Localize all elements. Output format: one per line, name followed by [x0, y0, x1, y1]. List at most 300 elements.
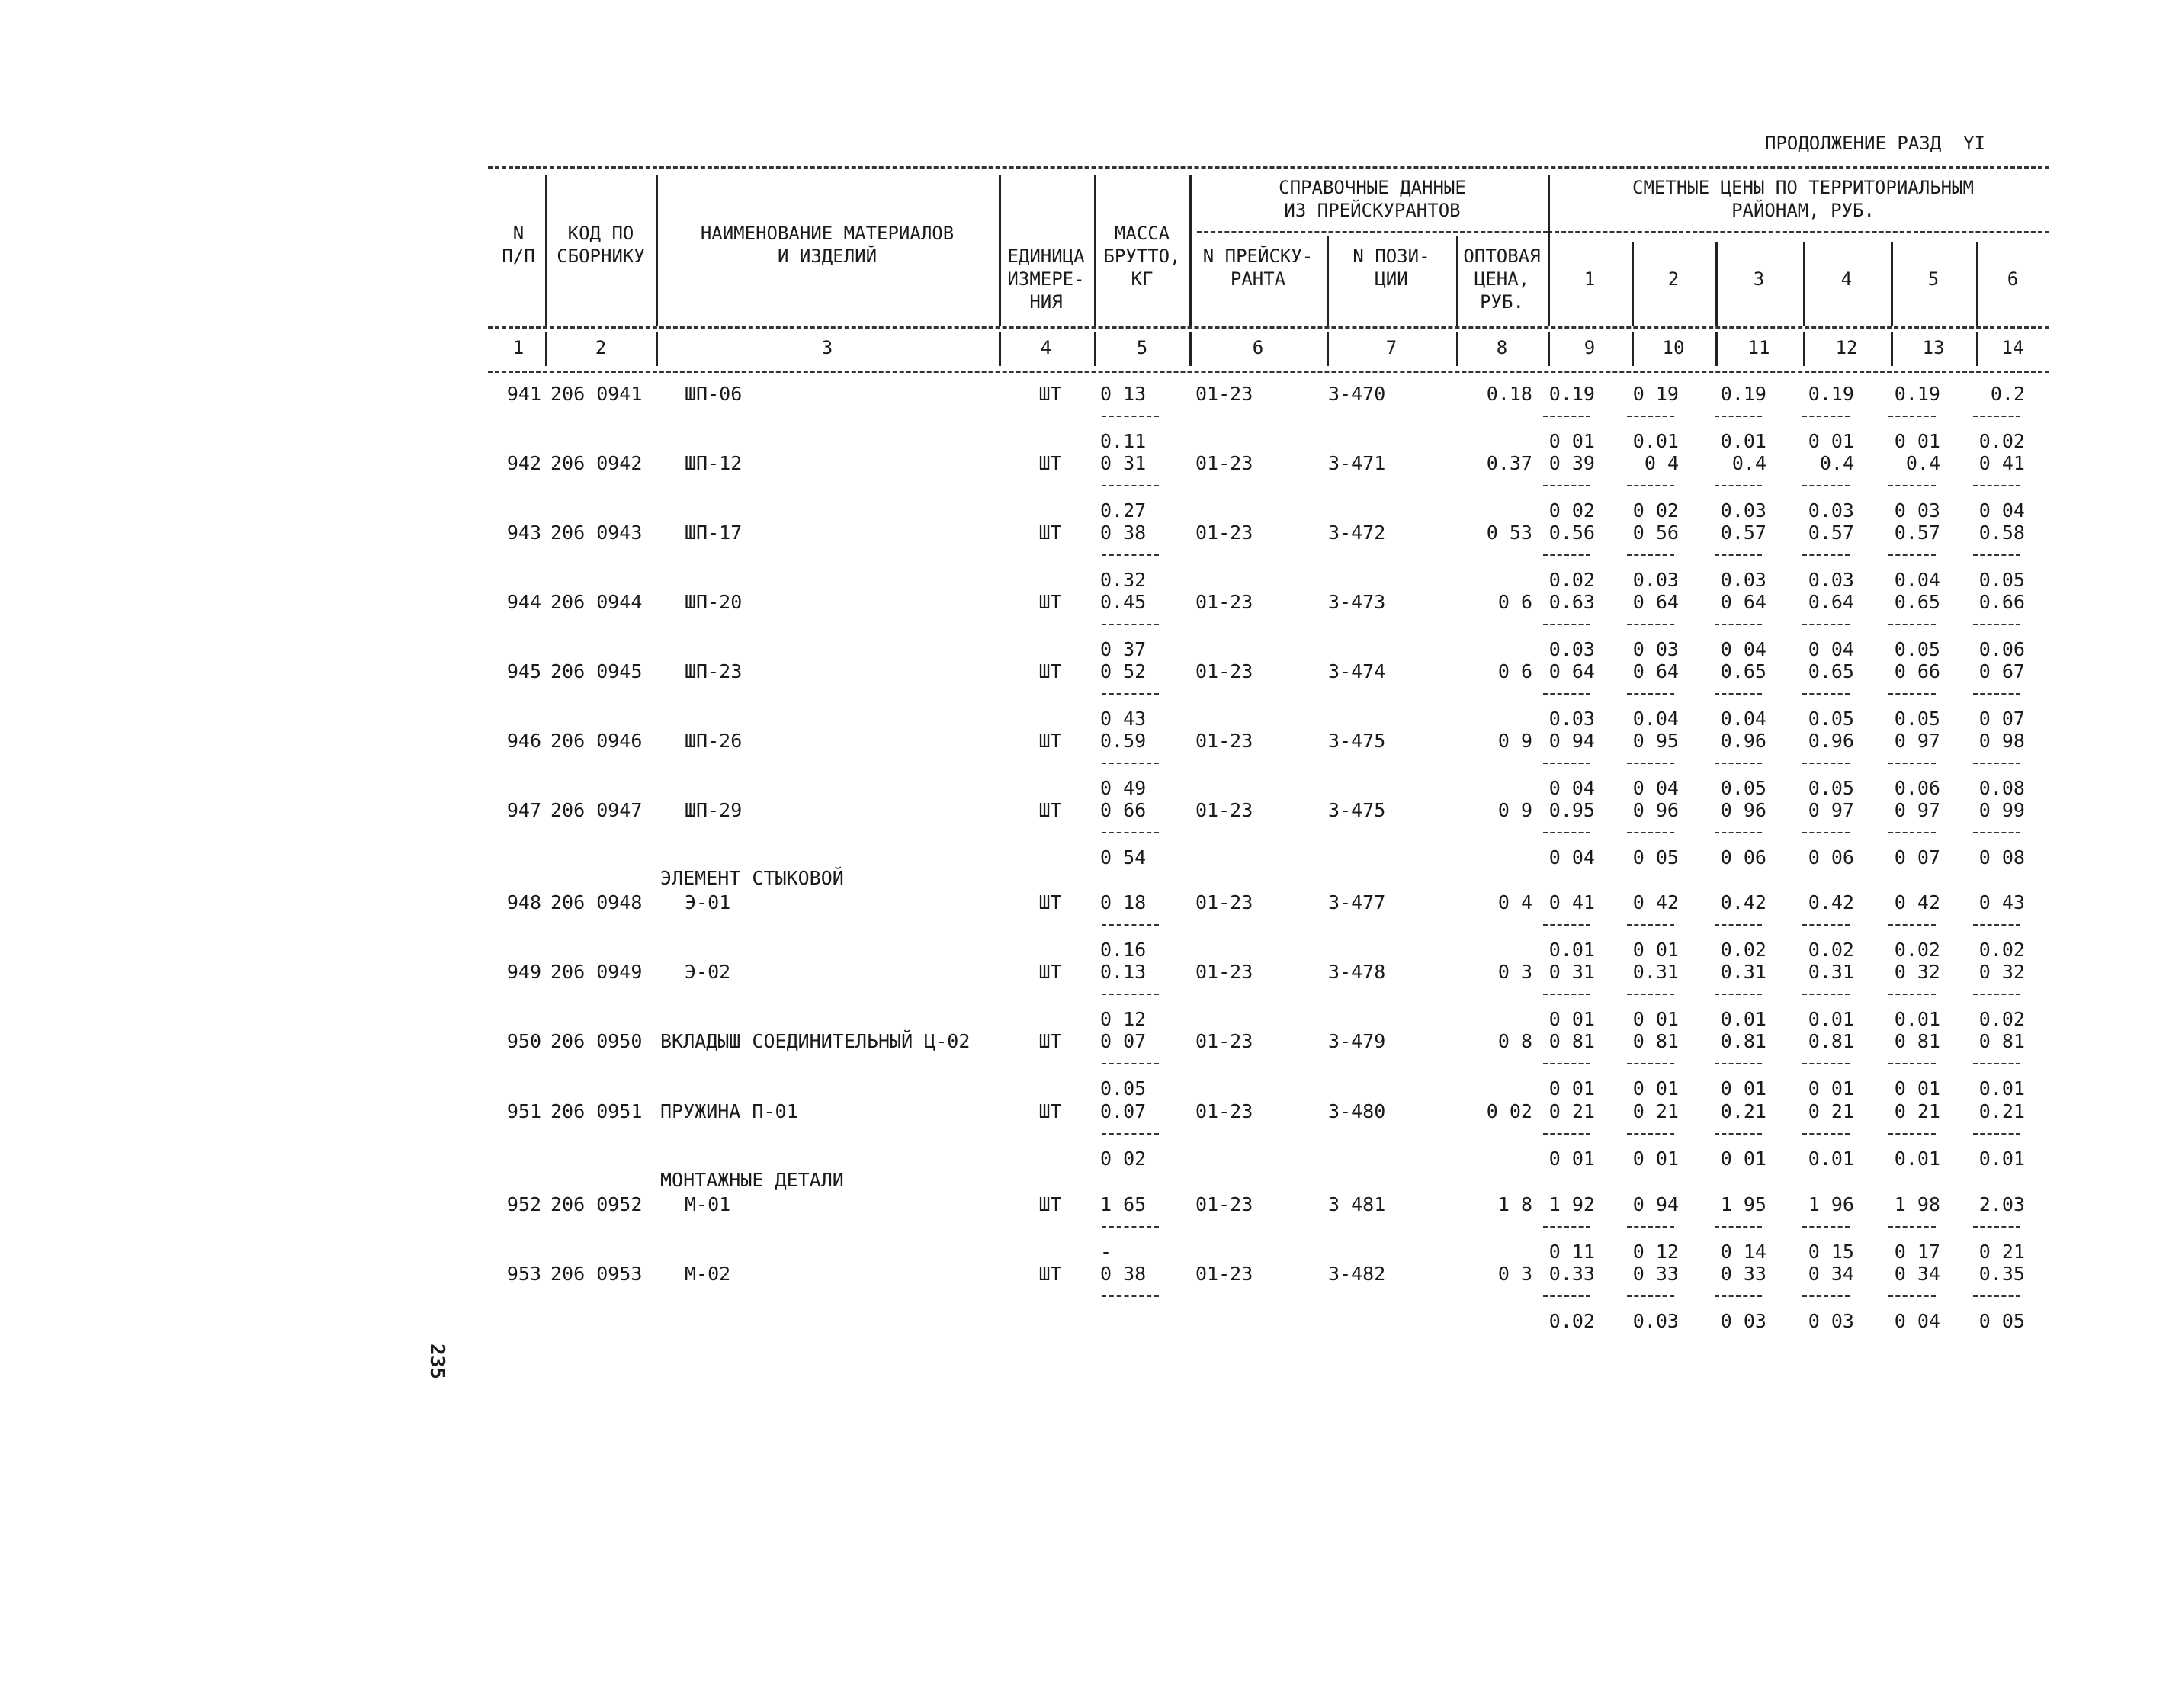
region-price: 0 64 [1632, 660, 1679, 682]
price-fraction-line [1715, 924, 1762, 926]
price-fraction-line [1802, 1063, 1850, 1064]
header-col8-line: ЦЕНА, [1474, 268, 1530, 290]
row-unit: ШТ [1038, 1100, 1062, 1122]
column-number: 2 [595, 337, 607, 358]
row-position: 3-482 [1328, 1263, 1386, 1285]
row-unit: ШТ [1038, 799, 1062, 821]
column-divider [1891, 242, 1893, 326]
region-price-secondary: 0.05 [1720, 777, 1766, 799]
row-mass-secondary: 0.11 [1100, 430, 1147, 452]
price-fraction-line [1543, 762, 1590, 764]
row-wholesale-price: 0 3 [1497, 961, 1532, 983]
column-divider [1803, 332, 1805, 366]
price-fraction-line [1627, 1063, 1674, 1064]
region-price-secondary: 0.01 [1720, 1008, 1766, 1030]
price-fraction-line [1543, 693, 1590, 695]
column-divider [1632, 332, 1634, 366]
price-fraction-line [1715, 832, 1762, 833]
row-pricelist: 01-23 [1195, 383, 1253, 405]
price-fraction-line [1715, 994, 1762, 995]
region-price: 0 98 [1978, 730, 2025, 752]
column-number: 3 [821, 337, 833, 358]
row-name: ШП-29 [685, 799, 743, 821]
row-mass-secondary: 0.05 [1100, 1077, 1147, 1100]
region-price: 0 4 [1644, 452, 1679, 474]
region-price: 0.96 [1808, 730, 1854, 752]
price-fraction-line [1802, 554, 1850, 556]
region-price-secondary: 0.02 [1808, 939, 1854, 961]
region-price: 2.03 [1978, 1193, 2025, 1215]
region-price-secondary: 0 01 [1808, 430, 1854, 452]
row-unit: ШТ [1038, 591, 1062, 613]
region-price: 0.42 [1720, 891, 1766, 913]
row-position: 3-479 [1328, 1030, 1386, 1052]
region-price: 0.64 [1808, 591, 1854, 613]
region-price-secondary: 0 01 [1720, 1077, 1766, 1100]
row-mass-secondary: 0 54 [1100, 846, 1147, 868]
region-price: 0.66 [1978, 591, 2025, 613]
price-fraction-line [1973, 1063, 2020, 1064]
column-divider [656, 332, 658, 366]
region-price: 0.19 [1894, 383, 1940, 405]
column-divider [1548, 332, 1550, 366]
row-unit: ШТ [1038, 1030, 1062, 1052]
row-position: 3-474 [1328, 660, 1386, 682]
row-code: 206 0946 [550, 730, 643, 752]
region-price-secondary: 0.01 [1808, 1148, 1854, 1170]
region-price: 0 94 [1632, 1193, 1679, 1215]
price-fraction-line [1543, 554, 1590, 556]
region-price: 0.63 [1548, 591, 1595, 613]
region-price: 0.57 [1808, 522, 1854, 544]
row-number: 952 [506, 1193, 541, 1215]
price-fraction-line [1888, 832, 1936, 833]
price-fraction-line [1715, 485, 1762, 486]
row-mass: 0 38 [1100, 1263, 1147, 1285]
mass-fraction-line [1102, 1226, 1159, 1228]
region-price: 0.4 [1731, 452, 1766, 474]
price-fraction-line [1543, 924, 1590, 926]
column-divider [1976, 332, 1978, 366]
region-price: 0.33 [1548, 1263, 1595, 1285]
region-price-secondary: 0 04 [1720, 638, 1766, 660]
region-price: 0 56 [1632, 522, 1679, 544]
header-col5-line: БРУТТО, [1103, 246, 1181, 267]
row-mass-secondary: 0 02 [1100, 1148, 1147, 1170]
region-price: 0 39 [1548, 452, 1595, 474]
row-unit: ШТ [1038, 1193, 1062, 1215]
price-fraction-line [1802, 485, 1850, 486]
price-fraction-line [1802, 1295, 1850, 1297]
region-price: 0 97 [1894, 730, 1940, 752]
region-price: 0 66 [1894, 660, 1940, 682]
header-col4-line: НИЯ [1029, 291, 1063, 313]
region-price: 0 97 [1808, 799, 1854, 821]
header-col7-line: ЦИИ [1375, 268, 1408, 290]
region-price: 0 81 [1978, 1030, 2025, 1052]
header-group_prices-line: СМЕТНЫЕ ЦЕНЫ ПО ТЕРРИТОРИАЛЬНЫМ [1632, 177, 1974, 198]
region-price: 0.42 [1808, 891, 1854, 913]
region-price-secondary: 0.05 [1808, 777, 1854, 799]
region-price-secondary: 0.01 [1720, 430, 1766, 452]
column-divider [1327, 332, 1329, 366]
region-price: 1 96 [1808, 1193, 1854, 1215]
region-price-secondary: 0 03 [1720, 1310, 1766, 1332]
header-col4-line: ИЗМЕРЕ- [1007, 268, 1085, 290]
row-number: 947 [506, 799, 541, 821]
row-unit: ШТ [1038, 1263, 1062, 1285]
row-code: 206 0953 [550, 1263, 643, 1285]
region-price-secondary: 0 01 [1808, 1077, 1854, 1100]
region-price: 1 98 [1894, 1193, 1940, 1215]
row-number: 945 [506, 660, 541, 682]
region-price: 0 64 [1548, 660, 1595, 682]
region-price: 1 95 [1720, 1193, 1766, 1215]
region-price-secondary: 0 21 [1978, 1241, 2025, 1263]
row-mass-secondary: 0 43 [1100, 708, 1147, 730]
region-price: 0.19 [1720, 383, 1766, 405]
column-divider [656, 175, 658, 326]
row-code: 206 0943 [550, 522, 643, 544]
region-price: 0 21 [1632, 1100, 1679, 1122]
price-fraction-line [1888, 1226, 1936, 1228]
rule-header-bottom [488, 326, 2049, 329]
price-fraction-line [1627, 416, 1674, 417]
region-price-secondary: 0.01 [1978, 1077, 2025, 1100]
region-price: 0.35 [1978, 1263, 2025, 1285]
header-col2-line: КОД ПО [567, 223, 634, 244]
row-pricelist: 01-23 [1195, 891, 1253, 913]
column-divider [1189, 175, 1192, 326]
region-price-secondary: 0.02 [1978, 430, 2025, 452]
column-number: 13 [1922, 337, 1945, 358]
mass-fraction-line [1102, 693, 1159, 695]
price-fraction-line [1802, 416, 1850, 417]
price-fraction-line [1627, 1226, 1674, 1228]
row-number: 943 [506, 522, 541, 544]
region-price: 0 96 [1720, 799, 1766, 821]
price-fraction-line [1888, 1295, 1936, 1297]
region-price: 0 43 [1978, 891, 2025, 913]
price-fraction-line [1973, 924, 2020, 926]
row-mass: 1 65 [1100, 1193, 1147, 1215]
region-price-secondary: 0 03 [1808, 1310, 1854, 1332]
region-price-secondary: 0.01 [1894, 1008, 1940, 1030]
region-price-secondary: 0.01 [1808, 1008, 1854, 1030]
region-price-secondary: 0 04 [1978, 499, 2025, 522]
column-divider [1548, 175, 1550, 326]
price-fraction-line [1973, 554, 2020, 556]
row-wholesale-price: 0 8 [1497, 1030, 1532, 1052]
region-price: 0 81 [1894, 1030, 1940, 1052]
row-name: ШП-12 [685, 452, 743, 474]
mass-fraction-line [1102, 924, 1159, 926]
row-mass: 0 07 [1100, 1030, 1147, 1052]
price-fraction-line [1888, 1063, 1936, 1064]
row-number: 948 [506, 891, 541, 913]
region-price: 0.95 [1548, 799, 1595, 821]
price-fraction-line [1627, 924, 1674, 926]
price-fraction-line [1973, 762, 2020, 764]
row-mass: 0.13 [1100, 961, 1147, 983]
region-price: 0 64 [1720, 591, 1766, 613]
row-mass: 0 38 [1100, 522, 1147, 544]
region-price-secondary: 0 01 [1632, 939, 1679, 961]
header-col7-line: N ПОЗИ- [1353, 246, 1430, 267]
column-divider [1976, 242, 1978, 326]
region-price: 0 41 [1978, 452, 2025, 474]
row-position: 3-477 [1328, 891, 1386, 913]
region-price: 0.65 [1894, 591, 1940, 613]
row-wholesale-price: 0 6 [1497, 660, 1532, 682]
price-fraction-line [1627, 832, 1674, 833]
region-price-secondary: 0 01 [1632, 1008, 1679, 1030]
region-price-secondary: 0 07 [1894, 846, 1940, 868]
row-code: 206 0941 [550, 383, 643, 405]
region-price-secondary: 0 03 [1894, 499, 1940, 522]
header-col3-line: НАИМЕНОВАНИЕ МАТЕРИАЛОВ [700, 223, 955, 244]
price-fraction-line [1715, 1063, 1762, 1064]
region-price-secondary: 0.02 [1548, 1310, 1595, 1332]
region-price-secondary: 0.06 [1978, 638, 2025, 660]
price-fraction-line [1888, 485, 1936, 486]
region-price: 0 41 [1548, 891, 1595, 913]
region-price: 0 81 [1548, 1030, 1595, 1052]
region-price-secondary: 0.04 [1720, 708, 1766, 730]
column-number: 11 [1747, 337, 1770, 358]
price-fraction-line [1715, 624, 1762, 625]
row-pricelist: 01-23 [1195, 799, 1253, 821]
region-price-secondary: 0.03 [1632, 1310, 1679, 1332]
price-fraction-line [1715, 554, 1762, 556]
region-price-secondary: 0 01 [1548, 1008, 1595, 1030]
region-price: 0.4 [1819, 452, 1854, 474]
row-wholesale-price: 1 8 [1497, 1193, 1532, 1215]
price-fraction-line [1802, 624, 1850, 625]
region-price-secondary: 0 14 [1720, 1241, 1766, 1263]
region-price: 0 21 [1894, 1100, 1940, 1122]
row-mass: 0 52 [1100, 660, 1147, 682]
region-price-secondary: 0.02 [1978, 939, 2025, 961]
region-price-secondary: 0.01 [1548, 939, 1595, 961]
region-price: 0.81 [1808, 1030, 1854, 1052]
row-pricelist: 01-23 [1195, 452, 1253, 474]
region-price-secondary: 0.05 [1808, 708, 1854, 730]
column-divider [1094, 332, 1096, 366]
mass-fraction-line [1102, 1133, 1159, 1135]
region-price-secondary: 0.06 [1894, 777, 1940, 799]
row-code: 206 0950 [550, 1030, 643, 1052]
price-fraction-line [1888, 762, 1936, 764]
mass-fraction-line [1102, 832, 1159, 833]
row-name: ПРУЖИНА П-01 [660, 1100, 798, 1122]
price-fraction-line [1715, 1133, 1762, 1135]
region-price-secondary: 0.01 [1978, 1148, 2025, 1170]
column-number: 9 [1584, 337, 1596, 358]
row-unit: ШТ [1038, 660, 1062, 682]
row-mass-secondary: 0 49 [1100, 777, 1147, 799]
region-price-secondary: 0.02 [1548, 569, 1595, 591]
price-fraction-line [1802, 762, 1850, 764]
rule-colnums-bottom [488, 371, 2049, 373]
row-position: 3-471 [1328, 452, 1386, 474]
region-price: 0.57 [1894, 522, 1940, 544]
region-price-secondary: 0.01 [1894, 1148, 1940, 1170]
column-number: 8 [1496, 337, 1508, 358]
row-name: ШП-17 [685, 522, 743, 544]
region-price: 0 42 [1632, 891, 1679, 913]
header-region-2: 2 [1667, 268, 1680, 290]
header-col6-line: N ПРЕЙСКУ- [1202, 246, 1314, 267]
header-col1-line: N [512, 223, 525, 244]
rule-top [488, 166, 2049, 169]
region-price: 0 97 [1894, 799, 1940, 821]
header-col8-line: РУБ. [1480, 291, 1524, 313]
region-price: 0.21 [1720, 1100, 1766, 1122]
region-price-secondary: 0 05 [1978, 1310, 2025, 1332]
region-price: 0 31 [1548, 961, 1595, 983]
price-fraction-line [1888, 624, 1936, 625]
column-number: 6 [1252, 337, 1264, 358]
row-name: Э-02 [685, 961, 731, 983]
price-fraction-line [1802, 1226, 1850, 1228]
price-fraction-line [1543, 832, 1590, 833]
header-col3-line: И ИЗДЕЛИЙ [777, 246, 878, 267]
region-price-secondary: 0.04 [1632, 708, 1679, 730]
price-fraction-line [1715, 416, 1762, 417]
region-price: 0 34 [1808, 1263, 1854, 1285]
row-mass-secondary: 0.32 [1100, 569, 1147, 591]
price-fraction-line [1888, 554, 1936, 556]
row-number: 951 [506, 1100, 541, 1122]
header-col5-line: КГ [1131, 268, 1154, 290]
header-col4-line: ЕДИНИЦА [1007, 246, 1085, 267]
header-group_ref-line: ИЗ ПРЕЙСКУРАНТОВ [1284, 200, 1461, 221]
price-fraction-line [1802, 924, 1850, 926]
region-price-secondary: 0 01 [1894, 430, 1940, 452]
row-unit: ШТ [1038, 452, 1062, 474]
region-price: 0.81 [1720, 1030, 1766, 1052]
header-col1-line: П/П [502, 246, 535, 267]
header-region-6: 6 [2007, 268, 2019, 290]
mass-fraction-line [1102, 762, 1159, 764]
price-fraction-line [1543, 416, 1590, 417]
row-number: 941 [506, 383, 541, 405]
region-price: 0.31 [1808, 961, 1854, 983]
row-wholesale-price: 0.37 [1486, 452, 1532, 474]
row-code: 206 0947 [550, 799, 643, 821]
mass-fraction-line [1102, 994, 1159, 995]
row-pricelist: 01-23 [1195, 730, 1253, 752]
region-price-secondary: 0 06 [1720, 846, 1766, 868]
row-name: Э-01 [685, 891, 731, 913]
region-price-secondary: 0 07 [1978, 708, 2025, 730]
row-wholesale-price: 0 6 [1497, 591, 1532, 613]
row-name: ВКЛАДЫШ СОЕДИНИТЕЛЬНЫЙ Ц-02 [660, 1030, 971, 1052]
region-price-secondary: 0 01 [1548, 1148, 1595, 1170]
region-price: 0 64 [1632, 591, 1679, 613]
row-mass-secondary: 0.16 [1100, 939, 1147, 961]
region-price-secondary: 0 12 [1632, 1241, 1679, 1263]
region-price-secondary: 0 02 [1632, 499, 1679, 522]
row-position: 3-475 [1328, 799, 1386, 821]
region-price: 0.96 [1720, 730, 1766, 752]
row-wholesale-price: 0 3 [1497, 1263, 1532, 1285]
region-price-secondary: 0.05 [1894, 638, 1940, 660]
row-mass: 0.45 [1100, 591, 1147, 613]
region-price: 0.56 [1548, 522, 1595, 544]
region-price: 0 32 [1894, 961, 1940, 983]
mass-fraction-line [1102, 416, 1159, 417]
region-price-secondary: 0 04 [1894, 1310, 1940, 1332]
row-number: 944 [506, 591, 541, 613]
row-pricelist: 01-23 [1195, 1030, 1253, 1052]
row-wholesale-price: 0 9 [1497, 730, 1532, 752]
row-number: 942 [506, 452, 541, 474]
row-code: 206 0951 [550, 1100, 643, 1122]
row-pricelist: 01-23 [1195, 961, 1253, 983]
header-col6-line: РАНТА [1230, 268, 1286, 290]
row-position: 3-470 [1328, 383, 1386, 405]
header-col5-line: МАССА [1114, 223, 1170, 244]
header-region-5: 5 [1927, 268, 1940, 290]
row-unit: ШТ [1038, 522, 1062, 544]
row-position: 3-480 [1328, 1100, 1386, 1122]
region-price: 0 81 [1632, 1030, 1679, 1052]
row-mass: 0 18 [1100, 891, 1147, 913]
row-position: 3-475 [1328, 730, 1386, 752]
price-fraction-line [1802, 1133, 1850, 1135]
region-price-secondary: 0 08 [1978, 846, 2025, 868]
rule-ref-group [1197, 231, 1548, 233]
row-pricelist: 01-23 [1195, 591, 1253, 613]
row-name: ШП-23 [685, 660, 743, 682]
row-name: ШП-26 [685, 730, 743, 752]
region-price-secondary: 0 01 [1720, 1148, 1766, 1170]
price-fraction-line [1543, 624, 1590, 625]
row-mass-secondary: 0.27 [1100, 499, 1147, 522]
column-divider [1456, 236, 1458, 326]
column-divider [1715, 242, 1718, 326]
price-fraction-line [1627, 554, 1674, 556]
column-number: 4 [1040, 337, 1052, 358]
price-fraction-line [1627, 1133, 1674, 1135]
group-heading: МОНТАЖНЫЕ ДЕТАЛИ [660, 1169, 844, 1191]
page-number: 235 [425, 1344, 448, 1379]
row-mass: 0.07 [1100, 1100, 1147, 1122]
row-number: 953 [506, 1263, 541, 1285]
row-code: 206 0942 [550, 452, 643, 474]
price-fraction-line [1888, 693, 1936, 695]
region-price-secondary: 0 15 [1808, 1241, 1854, 1263]
header-region-1: 1 [1584, 268, 1596, 290]
row-mass-secondary: 0 37 [1100, 638, 1147, 660]
header-col8-line: ОПТОВАЯ [1463, 246, 1541, 267]
price-fraction-line [1802, 832, 1850, 833]
row-unit: ШТ [1038, 891, 1062, 913]
column-number: 7 [1385, 337, 1397, 358]
row-mass: 0.59 [1100, 730, 1147, 752]
price-fraction-line [1715, 762, 1762, 764]
page-heading: ПРОДОЛЖЕНИЕ РАЗД YI [1765, 133, 1985, 154]
column-divider [1456, 332, 1458, 366]
region-price: 0 33 [1632, 1263, 1679, 1285]
region-price: 0.31 [1720, 961, 1766, 983]
price-fraction-line [1888, 994, 1936, 995]
row-code: 206 0945 [550, 660, 643, 682]
price-fraction-line [1543, 485, 1590, 486]
region-price: 0 21 [1548, 1100, 1595, 1122]
